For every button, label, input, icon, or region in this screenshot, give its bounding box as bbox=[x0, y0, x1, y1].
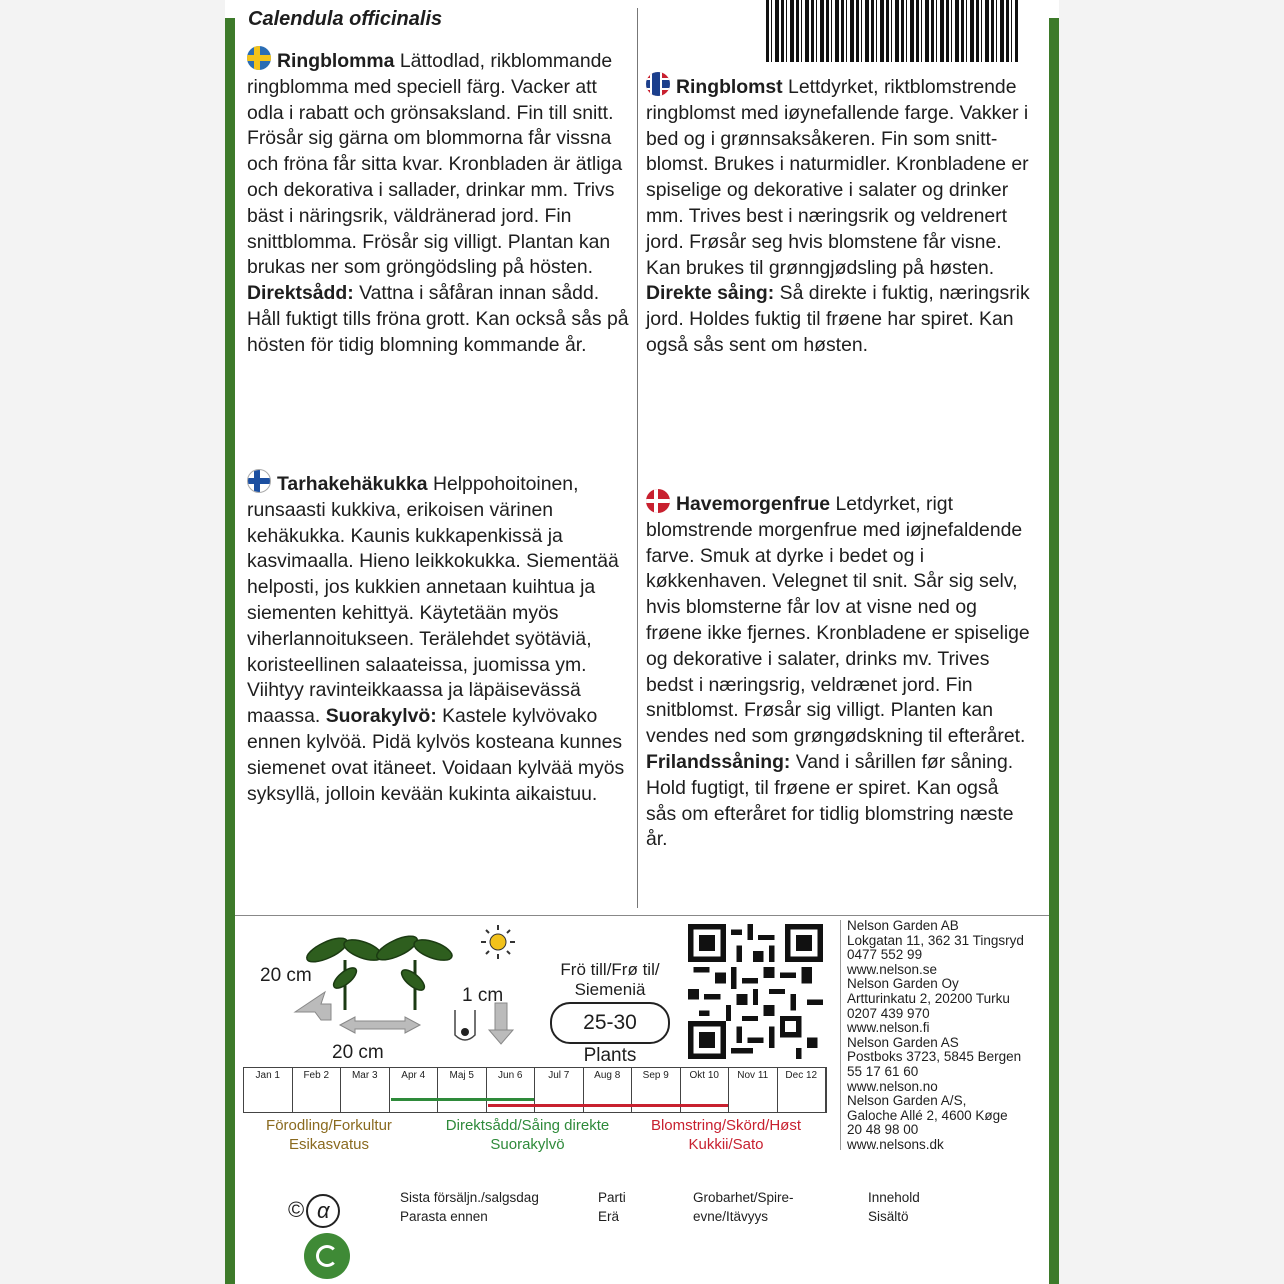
swedish-name: Ringblomma bbox=[277, 50, 395, 72]
swedish-text bbox=[247, 46, 632, 359]
address-divider bbox=[840, 920, 841, 1150]
qr-code bbox=[688, 924, 823, 1059]
seed-unit: Plants bbox=[583, 1045, 637, 1066]
row-spacing-label: 20 cm bbox=[332, 1042, 384, 1063]
seed-count-label: Frö till/Frø til/ Siemeniä bbox=[560, 960, 660, 999]
legend-flowering bbox=[636, 1116, 816, 1154]
seedling-illustration bbox=[304, 931, 455, 1010]
best-before-label: Sista försäljn./salgsdag Parasta ennen bbox=[400, 1190, 539, 1224]
finnish-text bbox=[247, 469, 635, 807]
address-se-phone: 0477 552 99 bbox=[847, 947, 923, 963]
height-label: 20 cm bbox=[260, 965, 312, 986]
swedish-sow-label: Direktsådd: bbox=[247, 282, 354, 305]
calendar-month: Jun 6 bbox=[487, 1068, 536, 1112]
barcode bbox=[766, 0, 1018, 62]
seed-count: 25-30 bbox=[550, 1002, 670, 1044]
danish-name: Havemorgenfrue bbox=[676, 493, 831, 515]
address-fi-company: Nelson Garden Oy bbox=[847, 976, 959, 992]
legend-sowing bbox=[430, 1116, 625, 1154]
finnish-intro: Helppohoitoinen, runsaasti kukkiva, erikoisen värinen kehäkukka. Kaunis kukkapenkissä ja kasvimaalla. Hieno leikkokukka. Siementää helposti, jos kukkien annetaan kuihtua ja siementen kehittyä. Käytetään myös viherlannoitukseen. Terälehdet syötäviä, koristeellinen salaateissa, juomissa ym. Viihtyy ravinteikkaassa ja läpäisevässä maassa. bbox=[247, 473, 619, 728]
legend-flowering-text: Blomstring/Skörd/Høst Kukkii/Sato bbox=[650, 1117, 802, 1153]
address-no-phone: 55 17 61 60 bbox=[847, 1063, 919, 1079]
finland-flag-icon bbox=[247, 469, 271, 493]
swedish-sow-text: Vattna i såfåran innan sådd. Håll fuktigt tills fröna grott. Kan också sås på hösten för tidig blomning kommande år. bbox=[247, 282, 629, 356]
calendar-month: Jan 1 bbox=[244, 1068, 293, 1112]
address-fi-phone: 0207 439 970 bbox=[847, 1005, 930, 1021]
finnish-name: Tarhakehäkukka bbox=[277, 473, 428, 495]
swedish-intro: Lättodlad, rikblommande ringblomma med speciell färg. Vacker att odla i rabatt och grönsaksland. Fin till snitt. Frösår sig gärna om blommorna får vissna och fröna får sitta kvar. Kronbladen är ätliga och dekorativa i sallader, drinkar mm. Trivs bäst i näringsrik, väldränerad jord. Fin snittblomma. Frösår sig villigt. Plantan kan brukas ner som gröngödsling på hösten. bbox=[247, 50, 623, 279]
finnish-sow-text: Kastele kylvövako ennen kylvöä. Pidä kylvös kosteana kunnes siemenet ovat itäneet. Voidaan kylvää myös syksyllä, jolloin kevään kukinta aikaistuu. bbox=[247, 705, 625, 805]
calendar-month: Mar 3 bbox=[341, 1068, 390, 1112]
growing-calendar bbox=[243, 1067, 827, 1113]
column-divider bbox=[637, 8, 638, 908]
copyright-mark bbox=[288, 1194, 340, 1228]
address-no-web: www.nelson.no bbox=[847, 1078, 938, 1094]
alpha-logo: α bbox=[306, 1194, 340, 1228]
address-se-web: www.nelson.se bbox=[847, 961, 938, 977]
address-no-street: Postboks 3723, 5845 Bergen bbox=[847, 1049, 1022, 1065]
germination-label: Grobarhet/Spire-evne/Itävyys bbox=[693, 1190, 794, 1224]
denmark-flag-icon bbox=[646, 489, 670, 513]
norwegian-text bbox=[646, 72, 1032, 359]
calendar-month: Apr 4 bbox=[390, 1068, 439, 1112]
left-green-border bbox=[225, 18, 235, 1284]
finnish-sow-label: Suorakylvö: bbox=[325, 705, 437, 728]
flowering-period-bar bbox=[488, 1104, 729, 1107]
norway-flag-icon bbox=[646, 72, 670, 96]
address-se-company: Nelson Garden AB bbox=[847, 918, 959, 933]
calendar-month: Dec 12 bbox=[778, 1068, 827, 1112]
address-dk-web: www.nelsons.dk bbox=[847, 1136, 944, 1152]
norwegian-sow-label: Direkte såing: bbox=[646, 282, 775, 305]
species-title: Calendula officinalis bbox=[248, 8, 443, 30]
sowing-depth-label: 1 cm bbox=[462, 985, 504, 1006]
right-green-border bbox=[1049, 18, 1059, 1284]
seed-dot bbox=[461, 1028, 469, 1036]
norwegian-name: Ringblomst bbox=[676, 76, 783, 98]
danish-intro: Letdyrket, rigt blomstrende morgenfrue med iøjnefaldende farve. Smuk at dyrke i bedet og i køkkenhaven. Velegnet til snit. Sår sig selv, hvis blomsterne får lov at visne ned og frøene ikke fjernes. Kronbladene er spiselige og dekorative i salater, drinks mv. Trives bedst i næringsrig, veldrænet jord. Fin snitblomst. Frøsår sig villigt. Planten kan vendes ned som grøngødskning til efteråret. bbox=[646, 493, 1030, 748]
section-divider bbox=[235, 915, 1049, 916]
batch-label: Parti Erä bbox=[598, 1190, 626, 1224]
calendar-month: Okt 10 bbox=[681, 1068, 730, 1112]
calendar-month: Jul 7 bbox=[535, 1068, 584, 1112]
address-dk-company: Nelson Garden A/S, bbox=[847, 1093, 967, 1109]
address-fi-web: www.nelson.fi bbox=[847, 1020, 930, 1036]
address-se-street: Lokgatan 11, 362 31 Tingsryd bbox=[847, 932, 1024, 948]
address-fi-street: Artturinkatu 2, 20200 Turku bbox=[847, 990, 1010, 1006]
calendar-month: Sep 9 bbox=[632, 1068, 681, 1112]
norwegian-intro: Lettdyrket, riktblomstrende ringblomst med iøynefallende farge. Vakker i bed og i grønnsaksåkeren. Fin som snitt-blomst. Brukes i naturmidler. Kronbladene er spiselige og dekorative i salater og drinker mm. Trives best i næringsrik og veldrenert jord. Frøsår seg hvis blomstene får visne. Kan brukes til grønngjødsling på høsten. bbox=[646, 76, 1029, 279]
sweden-flag-icon bbox=[247, 46, 271, 70]
legend-sowing-text: Direktsådd/Såing direkte Suorakylvö bbox=[445, 1117, 610, 1153]
danish-sow-text: Vand i sårillen før såning. Hold fugtigt, til frøene er spiret. Kan også sås om efteråret for tidlig blomstring næste år. bbox=[646, 750, 1014, 851]
address-dk-phone: 20 48 98 00 bbox=[847, 1122, 919, 1138]
calendar-month: Nov 11 bbox=[729, 1068, 778, 1112]
sowing-period-bar bbox=[391, 1098, 535, 1101]
legend-preculture bbox=[250, 1116, 408, 1154]
company-addresses bbox=[847, 919, 1024, 1153]
calendar-month: Aug 8 bbox=[584, 1068, 633, 1112]
copyright-symbol: © bbox=[288, 1196, 305, 1222]
address-dk-street: Galoche Allé 2, 4600 Køge bbox=[847, 1107, 1008, 1123]
danish-sow-label: Frilandssåning: bbox=[646, 750, 791, 773]
address-no-company: Nelson Garden AS bbox=[847, 1034, 959, 1050]
green-dot-recycle-icon bbox=[304, 1233, 350, 1279]
calendar-month: Maj 5 bbox=[438, 1068, 487, 1112]
sun-icon bbox=[478, 924, 518, 960]
legend-preculture-text: Förodling/Forkultur Esikasvatus bbox=[266, 1117, 392, 1153]
contents-label: Innehold Sisältö bbox=[868, 1190, 920, 1224]
danish-text bbox=[646, 489, 1032, 853]
calendar-month: Feb 2 bbox=[293, 1068, 342, 1112]
norwegian-sow-text: Så direkte i fuktig, næringsrik jord. Holdes fuktig til frøene har spiret. Kan også sås sent om høsten. bbox=[646, 282, 1030, 356]
